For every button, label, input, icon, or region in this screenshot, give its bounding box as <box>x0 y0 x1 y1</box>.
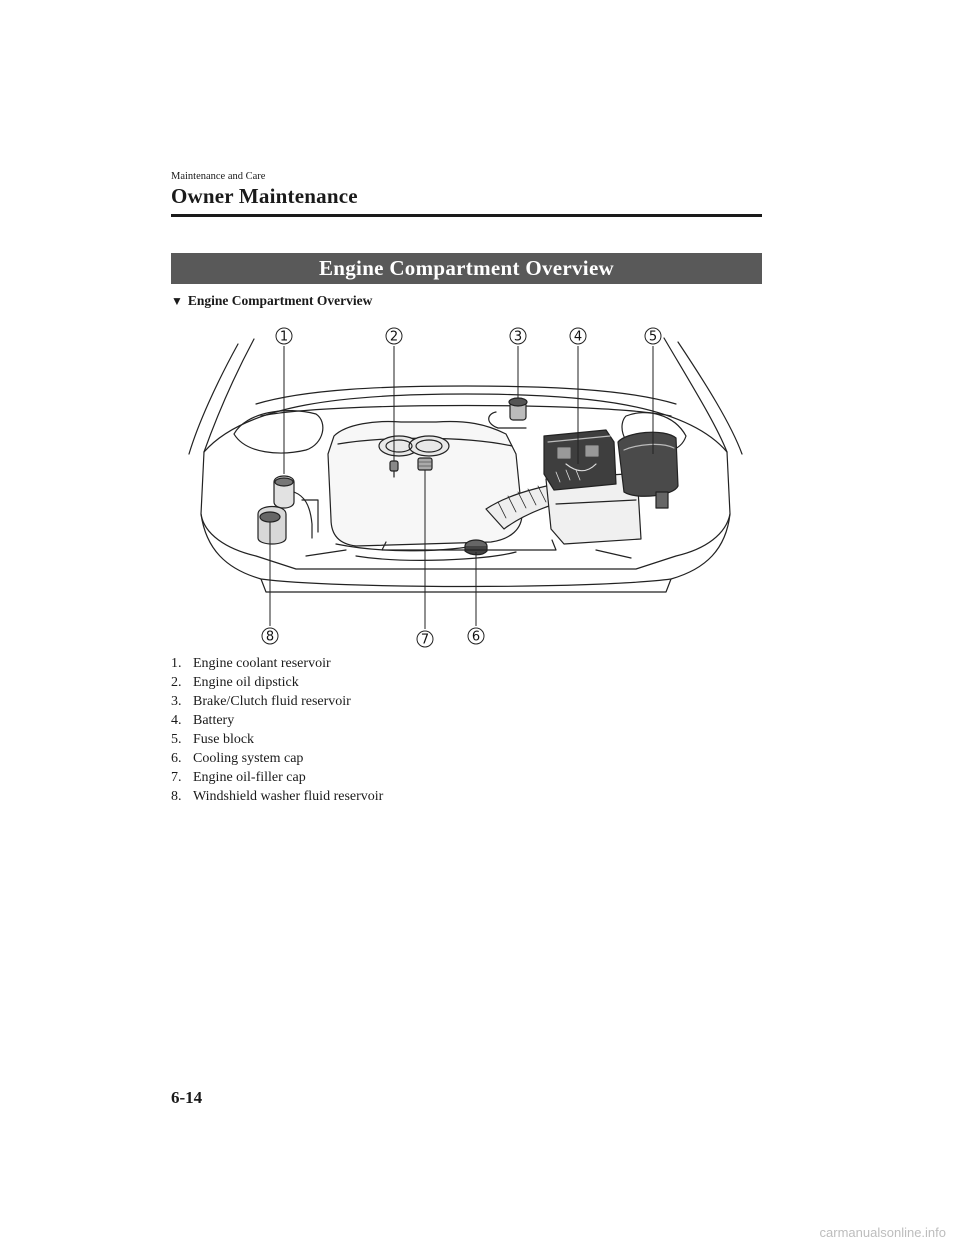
item-number: 8. <box>171 789 182 804</box>
item-number: 5. <box>171 732 182 747</box>
item-label: Engine coolant reservoir <box>193 656 331 671</box>
item-number: 1. <box>171 656 182 671</box>
engine-compartment-illustration <box>186 324 746 654</box>
list-item <box>171 787 383 806</box>
item-label: Engine oil dipstick <box>193 675 299 690</box>
item-number: 2. <box>171 675 182 690</box>
item-label: Brake/Clutch fluid reservoir <box>193 694 351 709</box>
list-item <box>171 692 383 711</box>
list-item <box>171 711 383 730</box>
item-label: Engine oil-filler cap <box>193 770 306 785</box>
callout-3 <box>510 328 526 345</box>
section-title: Owner Maintenance <box>171 184 358 208</box>
subheading-text: Engine Compartment Overview <box>187 293 373 308</box>
parts-legend <box>171 654 383 806</box>
list-item <box>171 654 383 673</box>
item-number: 7. <box>171 770 182 785</box>
svg-text:4: 4 <box>573 329 583 345</box>
header-rule <box>171 214 762 217</box>
item-label: Battery <box>193 713 235 728</box>
callout-1 <box>276 328 292 345</box>
svg-text:2: 2 <box>389 329 399 345</box>
list-item <box>171 749 383 768</box>
item-label: Cooling system cap <box>193 751 304 766</box>
item-number: 4. <box>171 713 182 728</box>
svg-text:7: 7 <box>420 632 430 648</box>
svg-text:8: 8 <box>265 629 275 645</box>
triangle-marker-icon: ▼ <box>171 294 183 308</box>
callout-6 <box>468 628 484 645</box>
chapter-title: Maintenance and Care <box>171 171 266 182</box>
list-item <box>171 730 383 749</box>
svg-text:1: 1 <box>279 329 289 345</box>
item-number: 3. <box>171 694 182 709</box>
item-label: Windshield washer fluid reservoir <box>193 789 384 804</box>
watermark[interactable]: carmanualsonline.info <box>819 1225 946 1240</box>
topic-banner: Engine Compartment Overview <box>171 253 762 284</box>
page-number: 6-14 <box>171 1088 203 1107</box>
item-number: 6. <box>171 751 182 766</box>
callout-2 <box>386 328 402 345</box>
subheading <box>171 293 372 309</box>
svg-text:6: 6 <box>471 629 481 645</box>
item-label: Fuse block <box>193 732 255 747</box>
callout-7 <box>417 631 433 648</box>
callout-5 <box>645 328 661 345</box>
svg-text:3: 3 <box>513 329 523 345</box>
list-item <box>171 673 383 692</box>
list-item <box>171 768 383 787</box>
callout-8 <box>262 628 278 645</box>
callout-4 <box>570 328 586 345</box>
svg-text:5: 5 <box>648 329 658 345</box>
